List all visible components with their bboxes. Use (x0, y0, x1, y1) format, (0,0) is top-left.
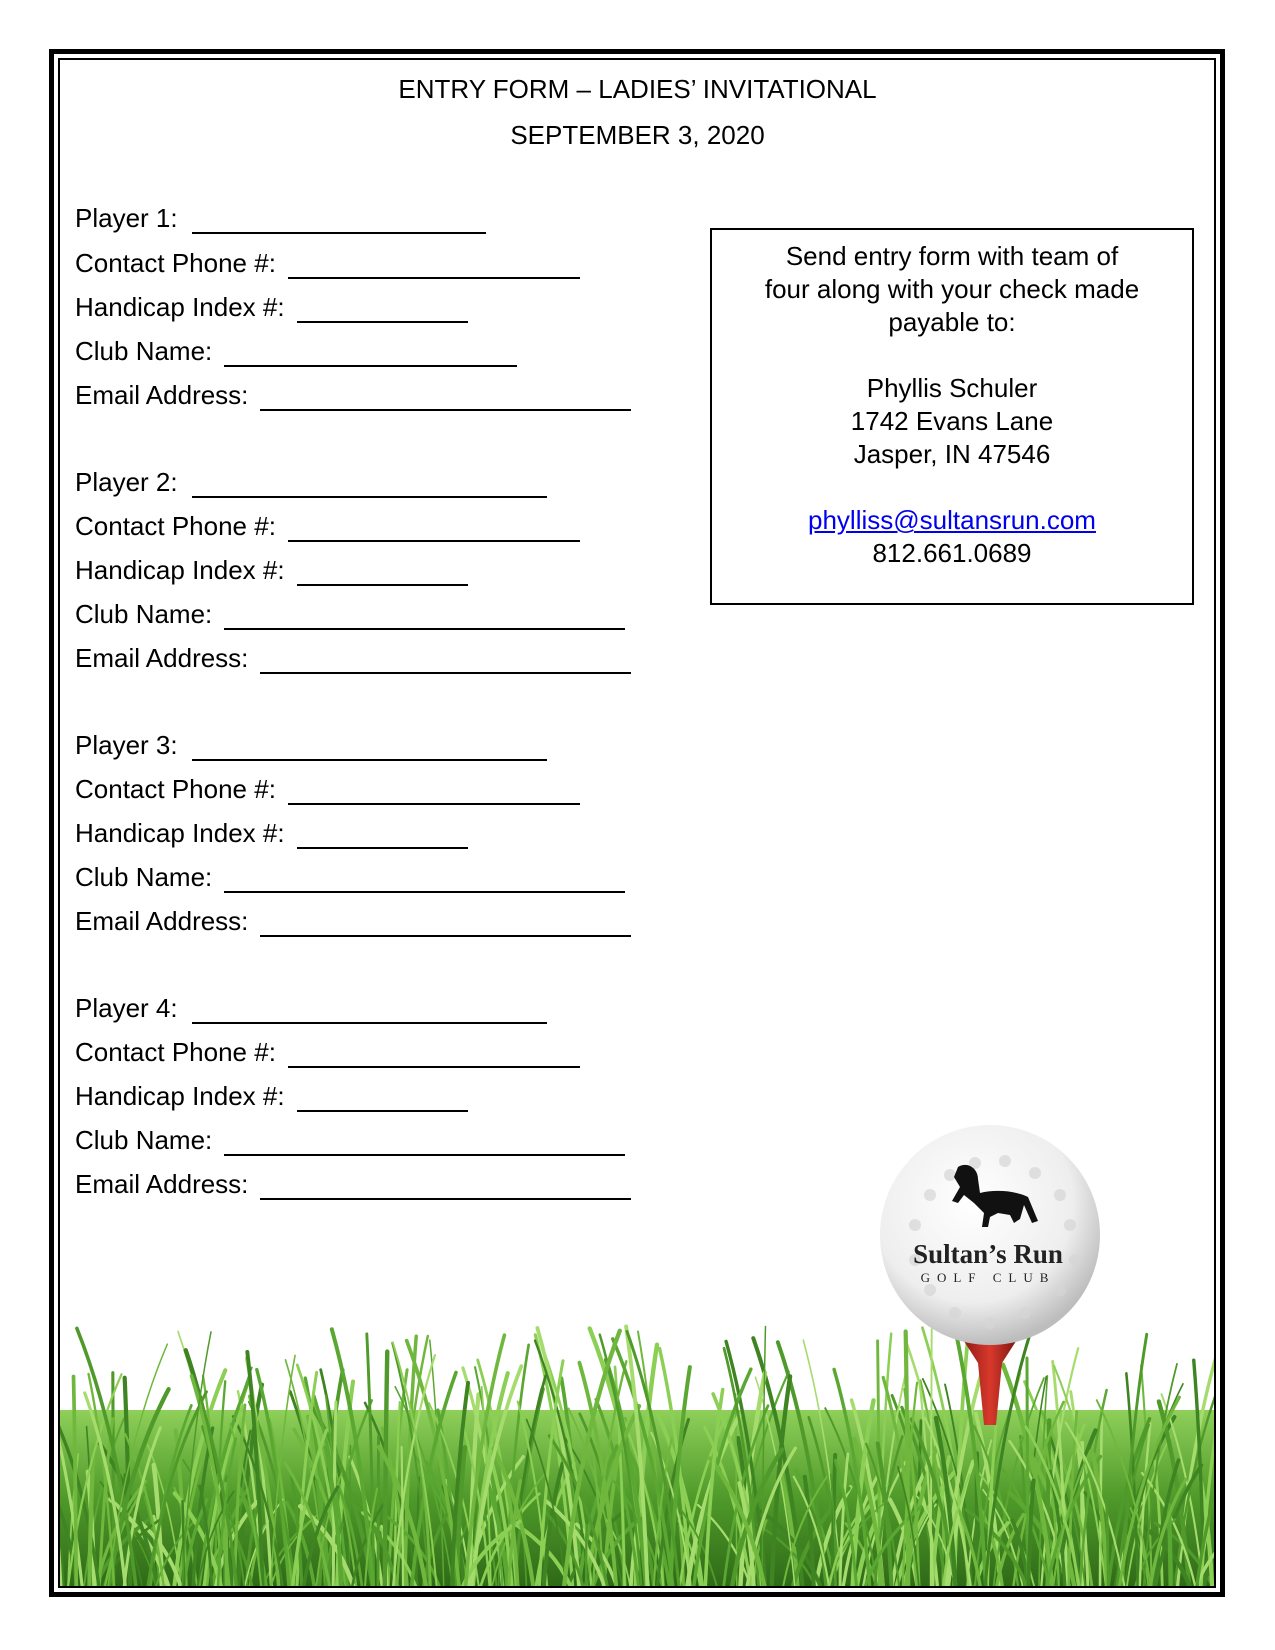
club-field[interactable] (224, 867, 625, 893)
phone-field[interactable] (288, 516, 580, 542)
player-1-phone-row (75, 248, 580, 279)
player-2-row (75, 467, 547, 498)
handicap-field[interactable] (297, 560, 468, 586)
club-field[interactable] (224, 604, 625, 630)
handicap-label: Handicap Index #: (75, 292, 285, 322)
club-label: Club Name: (75, 599, 213, 629)
player-2-club-row (75, 599, 625, 630)
payee-name: Phyllis Schuler (866, 373, 1038, 403)
phone-label: Contact Phone #: (75, 1037, 276, 1067)
player-4-phone-row (75, 1037, 580, 1068)
handicap-label: Handicap Index #: (75, 555, 285, 585)
instructions-line-2: four along with your check made (764, 274, 1140, 304)
payee-city: Jasper, IN 47546 (853, 439, 1051, 469)
player-name-field[interactable] (192, 998, 547, 1024)
handicap-label: Handicap Index #: (75, 1081, 285, 1111)
instructions-line-1: Send entry form with team of (785, 241, 1119, 271)
logo-subtitle: GOLF CLUB (920, 1270, 1056, 1285)
form-title: ENTRY FORM – LADIES’ INVITATIONAL (398, 74, 877, 104)
contact-email-link[interactable]: phylliss@sultansrun.com (808, 505, 1096, 535)
phone-field[interactable] (288, 253, 580, 279)
email-label: Email Address: (75, 1169, 249, 1199)
player-1-row (75, 203, 486, 234)
email-field[interactable] (260, 911, 631, 937)
player-4-email-row (75, 1169, 631, 1200)
golf-ball-logo (870, 1125, 1110, 1425)
player-1-handicap-row (75, 292, 468, 323)
club-field[interactable] (224, 1130, 625, 1156)
player-label: Player 1: (75, 203, 178, 233)
player-3-row (75, 730, 547, 761)
player-label: Player 3: (75, 730, 178, 760)
contact-phone: 812.661.0689 (872, 538, 1032, 568)
player-4-handicap-row (75, 1081, 468, 1112)
handicap-field[interactable] (297, 297, 468, 323)
handicap-field[interactable] (297, 1086, 468, 1112)
phone-label: Contact Phone #: (75, 511, 276, 541)
club-label: Club Name: (75, 1125, 213, 1155)
player-label: Player 4: (75, 993, 178, 1023)
player-3-email-row (75, 906, 631, 937)
player-2-email-row (75, 643, 631, 674)
mailing-info-box (710, 228, 1194, 605)
player-2-handicap-row (75, 555, 468, 586)
email-field[interactable] (260, 1174, 631, 1200)
player-name-field[interactable] (192, 208, 486, 234)
player-2-phone-row (75, 511, 580, 542)
player-1-email-row (75, 380, 631, 411)
club-label: Club Name: (75, 336, 213, 366)
phone-field[interactable] (288, 779, 580, 805)
instructions-line-3: payable to: (888, 307, 1016, 337)
handicap-label: Handicap Index #: (75, 818, 285, 848)
email-label: Email Address: (75, 643, 249, 673)
player-name-field[interactable] (192, 472, 547, 498)
phone-label: Contact Phone #: (75, 774, 276, 804)
phone-field[interactable] (288, 1042, 580, 1068)
player-label: Player 2: (75, 467, 178, 497)
player-1-club-row (75, 336, 517, 367)
email-field[interactable] (260, 648, 631, 674)
player-name-field[interactable] (192, 735, 547, 761)
club-field[interactable] (224, 341, 517, 367)
player-4-club-row (75, 1125, 625, 1156)
payee-street: 1742 Evans Lane (850, 406, 1054, 436)
handicap-field[interactable] (297, 823, 468, 849)
event-date: SEPTEMBER 3, 2020 (510, 120, 765, 150)
player-3-handicap-row (75, 818, 468, 849)
email-field[interactable] (260, 385, 631, 411)
club-label: Club Name: (75, 862, 213, 892)
email-label: Email Address: (75, 380, 249, 410)
player-3-club-row (75, 862, 625, 893)
email-label: Email Address: (75, 906, 249, 936)
player-4-row (75, 993, 547, 1024)
phone-label: Contact Phone #: (75, 248, 276, 278)
player-3-phone-row (75, 774, 580, 805)
logo-name: Sultan’s Run (913, 1239, 1063, 1269)
